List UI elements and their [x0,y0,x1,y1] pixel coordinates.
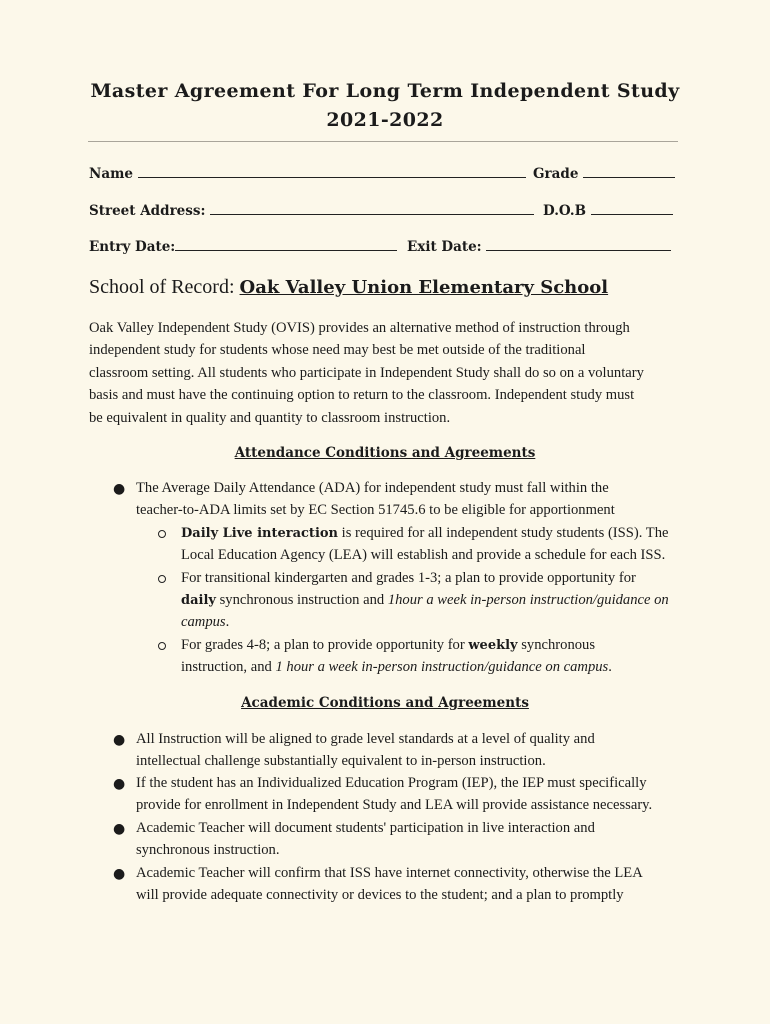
sub-item-line: Local Education Agency (LEA) will establish and provide a schedule for each ISS. [181,547,666,563]
sub-item-daily-live [181,525,668,542]
entry-date-field[interactable] [175,239,397,251]
academic-item-line: intellectual challenge substantially equivalent to in-person instruction. [136,753,546,769]
entry-date-row [89,239,397,255]
bold-term: weekly [468,638,518,653]
attendance-heading: Attendance Conditions and Agreements [234,445,536,461]
bold-term: Daily Live interaction [181,526,339,541]
sub-item-line: For transitional kindergarten and grades 1-3; a plan to provide opportunity for [181,570,636,586]
street-address-field[interactable] [210,203,534,215]
exit-date-field[interactable] [486,239,671,251]
academic-item-line: All Instruction will be aligned to grade level standards at a level of quality and [136,731,595,747]
intro-line: Oak Valley Independent Study (OVIS) provides an alternative method of instruction through [89,320,630,336]
intro-line: be equivalent in quality and quantity to classroom instruction. [89,409,451,426]
school-name: Oak Valley Union Elementary School [239,277,609,298]
grade-field[interactable] [583,166,675,178]
attendance-bullet-line: teacher-to-ADA limits set by EC Section 51745.6 to be eligible for apportionment [136,502,615,518]
sub-item-text: . [225,614,230,630]
school-of-record [89,276,608,299]
document-year: 2021-2022 [326,109,444,131]
street-row [89,203,534,219]
name-label: Name [89,166,133,182]
title-divider [88,141,678,142]
italic-text: 1 hour a week in-person instruction/guidance on campus [275,659,609,675]
dob-field[interactable] [591,203,673,215]
bullet-icon: ● [113,821,126,837]
sub-item-line [181,614,229,631]
bullet-icon: ● [113,776,126,792]
sub-item-text: instruction, and [181,659,276,675]
school-label: School of Record: [89,276,235,298]
academic-item-line: Academic Teacher will confirm that ISS have internet connectivity, otherwise the LEA [136,865,643,881]
sub-bullet-icon [158,642,166,650]
exit-date-label: Exit Date: [407,239,482,255]
attendance-bullet-line: The Average Daily Attendance (ADA) for independent study must fall within the [136,480,609,496]
dob-row [543,203,673,219]
sub-item-text: For grades 4-8; a plan to provide opportunity for [181,637,469,653]
sub-item-line [181,637,595,654]
grade-row [533,166,675,182]
bullet-icon: ● [113,732,126,748]
intro-line: independent study for students whose need may best be met outside of the traditional [89,342,586,359]
name-row [89,166,526,182]
name-field[interactable] [138,166,526,178]
academic-item-line: will provide adequate connectivity or devices to the student; and a plan to promptly [136,887,624,903]
sub-item-text: synchronous instruction and [215,592,388,608]
italic-text: 1hour a week in-person instruction/guidance on [387,592,669,608]
bullet-icon: ● [113,481,126,497]
exit-date-row [407,239,671,255]
academic-item-line: If the student has an Individualized Education Program (IEP), the IEP must specifically [136,775,647,791]
sub-item-line [181,592,669,609]
sub-item-text: is required for all independent study students (ISS). The [338,525,669,541]
sub-item-line [181,659,612,676]
academic-heading: Academic Conditions and Agreements [241,695,529,711]
bold-term: daily [181,593,216,608]
academic-item-line: synchronous instruction. [136,842,280,858]
document-title: Master Agreement For Long Term Independent Study [90,80,680,102]
italic-text: campus [181,614,226,630]
intro-line: classroom setting. All students who participate in Independent Study shall do so on a voluntary [89,364,644,381]
entry-date-label: Entry Date: [89,239,176,255]
intro-paragraph [89,317,644,429]
dob-label: D.O.B [543,203,587,219]
grade-label: Grade [533,166,579,182]
intro-line: basis and must have the continuing option to return to the classroom. Independent study must [89,387,635,404]
sub-item-text: . [608,659,612,675]
sub-bullet-icon [158,575,166,583]
sub-bullet-icon [158,530,166,538]
academic-item-line: provide for enrollment in Independent Study and LEA will provide assistance necessary. [136,797,653,813]
academic-item-line: Academic Teacher will document students' participation in live interaction and [136,820,595,836]
bullet-icon: ● [113,866,126,882]
sub-item-text: synchronous [517,637,596,653]
street-address-label: Street Address: [89,203,206,219]
